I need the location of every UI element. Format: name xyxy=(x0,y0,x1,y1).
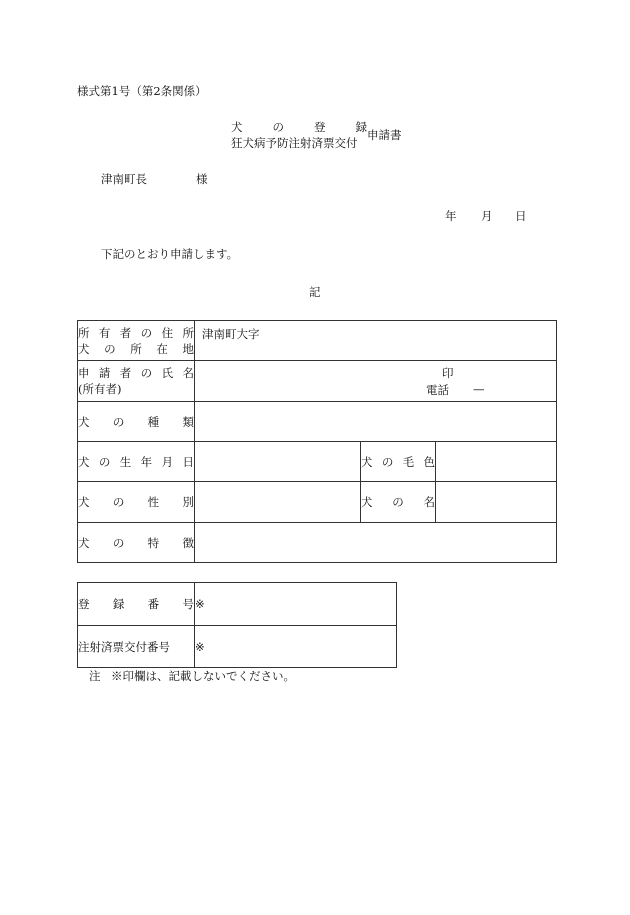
birthdate-row xyxy=(78,442,557,482)
title-suffix: 申請書 xyxy=(367,128,402,142)
title-char: 犬 xyxy=(231,120,243,134)
features-row xyxy=(78,523,557,563)
dog-name-label: 犬 の 名 xyxy=(361,495,435,509)
dog-name-input-cell[interactable] xyxy=(436,482,557,523)
owner-address-label-cell xyxy=(78,321,195,361)
intro-text: 下記のとおり申請します。 xyxy=(101,247,239,261)
breed-label-cell xyxy=(78,402,195,442)
applicant-row xyxy=(78,361,557,402)
date-year: 年 xyxy=(445,209,457,223)
addressee-honorific: 様 xyxy=(196,172,208,186)
phone-label: 電話 xyxy=(426,383,449,397)
owner-address-row xyxy=(78,321,557,361)
applicant-label-cell xyxy=(78,361,195,402)
date-month: 月 xyxy=(481,209,493,223)
registration-number-row xyxy=(78,583,397,626)
registration-number-value: ※ xyxy=(195,583,397,626)
title-char: 録 xyxy=(355,120,367,134)
office-use-table xyxy=(77,582,397,668)
title-char: の xyxy=(272,120,284,134)
sex-label: 犬 の 性 別 xyxy=(78,495,194,509)
note-prefix: 注 xyxy=(89,669,101,683)
seal-label: 印 xyxy=(442,366,454,380)
dog-name-label-cell xyxy=(361,482,436,523)
date-day: 日 xyxy=(515,209,527,223)
registration-number-label: 登 録 番 号 xyxy=(78,597,194,611)
main-form-table xyxy=(77,320,557,563)
birthdate-label: 犬 の 生 年 月 日 xyxy=(78,454,194,469)
owner-address-label: 所 有 者 の 住 所 xyxy=(78,325,194,340)
birthdate-label-cell xyxy=(78,442,195,482)
title-line-2: 狂犬病予防注射済票交付 xyxy=(231,136,358,150)
sex-label-cell xyxy=(78,482,195,523)
breed-row xyxy=(78,402,557,442)
features-input-cell[interactable] xyxy=(195,523,557,563)
features-label-cell xyxy=(78,523,195,563)
registration-number-label-cell xyxy=(78,583,195,626)
addressee-name: 津南町長 xyxy=(101,172,147,186)
sex-input-cell[interactable] xyxy=(195,482,361,523)
birthdate-input-cell[interactable] xyxy=(195,442,361,482)
tag-number-row xyxy=(78,626,397,668)
breed-input-cell[interactable] xyxy=(195,402,557,442)
address-input-cell[interactable] xyxy=(195,321,557,361)
tag-number-label: 注射済票交付番号 xyxy=(78,626,195,668)
coat-color-input-cell[interactable] xyxy=(436,442,557,482)
dog-location-label: 犬 の 所 在 地 xyxy=(78,341,194,356)
tag-number-value: ※ xyxy=(195,626,397,668)
phone-dash: — xyxy=(473,382,485,396)
sex-row xyxy=(78,482,557,523)
applicant-input-cell[interactable] xyxy=(195,361,557,402)
features-label: 犬 の 特 徴 xyxy=(78,535,194,550)
title-char: 登 xyxy=(314,120,326,134)
applicant-sub-label: (所有者) xyxy=(78,382,122,396)
coat-color-label: 犬 の 毛 色 xyxy=(361,454,435,469)
applicant-label: 申 請 者 の 氏 名 xyxy=(78,366,194,380)
form-number: 様式第1号（第2条関係） xyxy=(77,84,207,98)
coat-color-label-cell xyxy=(361,442,436,482)
title-line-1 xyxy=(231,121,367,135)
address-value: 津南町大字 xyxy=(202,327,260,341)
breed-label: 犬 の 種 類 xyxy=(78,414,194,429)
ki-heading: 記 xyxy=(309,285,321,299)
note-text: ※印欄は、記載しないでください。 xyxy=(111,669,295,683)
